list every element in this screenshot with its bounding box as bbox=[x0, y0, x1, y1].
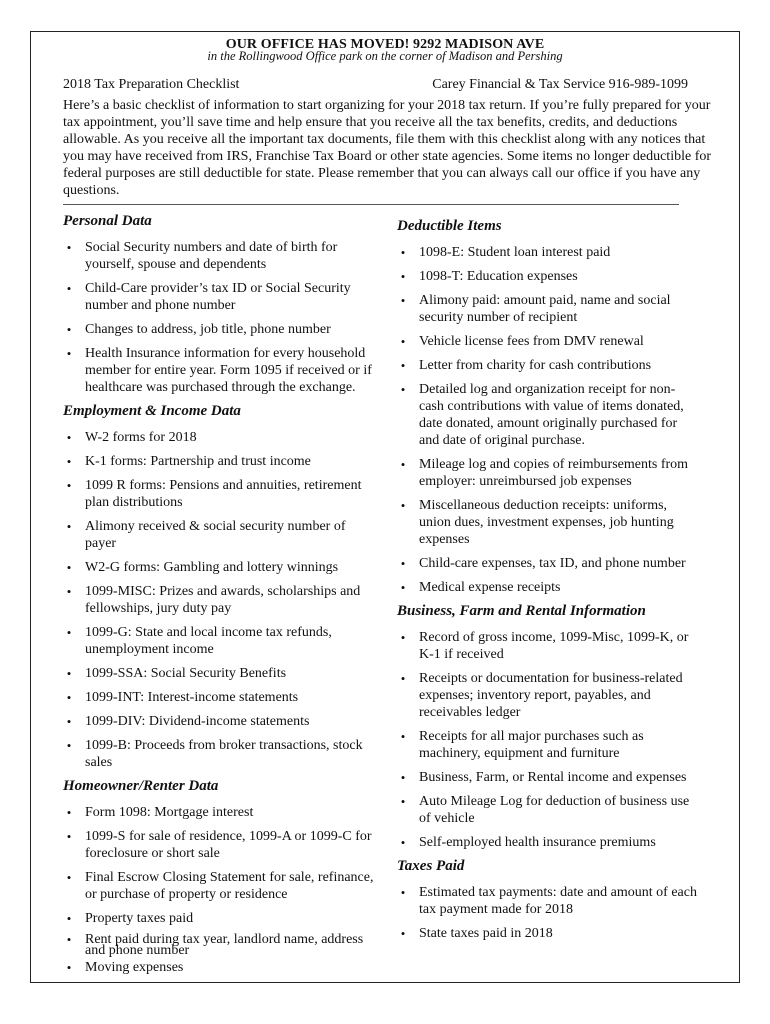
list-item-text: Health Insurance information for every household member for entire year. Form 1095 if received or if healthcare was purchased through the exchange. bbox=[85, 346, 372, 395]
list-item-text: Self-employed health insurance premiums bbox=[419, 835, 656, 850]
list-item-text: Vehicle license fees from DMV renewal bbox=[419, 334, 644, 349]
list-item bbox=[397, 793, 697, 827]
bullet-icon: • bbox=[400, 770, 406, 785]
section-title-taxes: Taxes Paid bbox=[397, 858, 465, 874]
list-item-text: Moving expenses bbox=[85, 960, 184, 975]
list-item bbox=[63, 239, 379, 273]
list-item bbox=[397, 884, 697, 918]
list-item-text: Rent paid during tax year, landlord name, address and phone number bbox=[85, 932, 364, 958]
list-item-text: Child-care expenses, tax ID, and phone number bbox=[419, 556, 686, 571]
list-item-text: W-2 forms for 2018 bbox=[85, 430, 197, 445]
list-item bbox=[63, 477, 379, 511]
list-item-text: Receipts for all major purchases such as machinery, equipment and furniture bbox=[419, 729, 644, 761]
list-item bbox=[397, 456, 697, 490]
list-item bbox=[63, 345, 379, 396]
bullet-icon: • bbox=[66, 714, 72, 729]
company-contact: Carey Financial & Tax Service 916-989-1099 bbox=[432, 77, 688, 92]
list-item-text: State taxes paid in 2018 bbox=[419, 926, 553, 941]
bullet-icon: • bbox=[400, 269, 406, 284]
list-item-text: Detailed log and organization receipt for non-cash contributions with value of items donated, date donated, amount originally purchased for and date of original purchase. bbox=[419, 382, 684, 448]
list-item bbox=[397, 728, 697, 762]
list-item bbox=[397, 381, 697, 449]
list-item bbox=[63, 583, 379, 617]
divider bbox=[63, 204, 679, 205]
bullet-icon: • bbox=[400, 498, 406, 513]
list-item-text: Form 1098: Mortgage interest bbox=[85, 805, 254, 820]
list-item bbox=[63, 828, 379, 862]
list-item-text: Letter from charity for cash contributions bbox=[419, 358, 652, 373]
list-item bbox=[397, 670, 697, 721]
list-item bbox=[63, 934, 379, 956]
list-item bbox=[397, 834, 697, 851]
bullet-icon: • bbox=[400, 794, 406, 809]
list-item-text: 1099-S for sale of residence, 1099-A or 1099-C for foreclosure or short sale bbox=[85, 829, 372, 861]
list-item bbox=[397, 555, 697, 572]
bullet-icon: • bbox=[400, 926, 406, 941]
list-item-text: Record of gross income, 1099-Misc, 1099-K, or K-1 if received bbox=[419, 630, 689, 662]
list-item-text: Business, Farm, or Rental income and expenses bbox=[419, 770, 687, 785]
list-item bbox=[63, 559, 379, 576]
list-item-text: 1099-MISC: Prizes and awards, scholarships and fellowships, jury duty pay bbox=[85, 584, 361, 616]
right-column bbox=[397, 218, 697, 949]
deductible-list bbox=[397, 244, 697, 596]
bullet-icon: • bbox=[66, 960, 72, 975]
list-item bbox=[397, 357, 697, 374]
list-item-text: Auto Mileage Log for deduction of business use of vehicle bbox=[419, 794, 690, 826]
list-item-text: Miscellaneous deduction receipts: uniforms, union dues, investment expenses, job hunting expenses bbox=[419, 498, 674, 547]
list-item bbox=[63, 910, 379, 927]
bullet-icon: • bbox=[66, 870, 72, 885]
bullet-icon: • bbox=[400, 245, 406, 260]
list-item bbox=[63, 713, 379, 730]
bullet-icon: • bbox=[66, 829, 72, 844]
bullet-icon: • bbox=[66, 584, 72, 599]
list-item bbox=[397, 244, 697, 261]
list-item bbox=[397, 268, 697, 285]
list-item-text: Changes to address, job title, phone number bbox=[85, 322, 331, 337]
bullet-icon: • bbox=[66, 322, 72, 337]
section-title-employment: Employment & Income Data bbox=[63, 403, 241, 419]
list-item-text: Alimony received & social security number of payer bbox=[85, 519, 346, 551]
list-item-text: 1098-E: Student loan interest paid bbox=[419, 245, 611, 260]
list-item bbox=[397, 925, 697, 942]
list-item bbox=[63, 280, 379, 314]
bullet-icon: • bbox=[400, 885, 406, 900]
list-item-text: 1098-T: Education expenses bbox=[419, 269, 578, 284]
list-item-text: Property taxes paid bbox=[85, 911, 194, 926]
bullet-icon: • bbox=[400, 580, 406, 595]
business-list bbox=[397, 629, 697, 851]
bullet-icon: • bbox=[66, 519, 72, 534]
list-item-text: 1099-INT: Interest-income statements bbox=[85, 690, 299, 705]
list-item-text: 1099-B: Proceeds from broker transactions, stock sales bbox=[85, 738, 363, 770]
bullet-icon: • bbox=[66, 666, 72, 681]
list-item bbox=[63, 429, 379, 446]
section-title-business: Business, Farm and Rental Information bbox=[397, 603, 646, 619]
bullet-icon: • bbox=[66, 911, 72, 926]
list-item-text: K-1 forms: Partnership and trust income bbox=[85, 454, 311, 469]
list-item-text: Final Escrow Closing Statement for sale, refinance, or purchase of property or residence bbox=[85, 870, 374, 902]
list-item bbox=[63, 624, 379, 658]
list-item bbox=[63, 518, 379, 552]
list-item-text: Child-Care provider’s tax ID or Social Security number and phone number bbox=[85, 281, 351, 313]
list-item bbox=[397, 629, 697, 663]
section-title-deductible: Deductible Items bbox=[397, 218, 502, 234]
bullet-icon: • bbox=[400, 835, 406, 850]
list-item bbox=[63, 959, 379, 976]
taxes-list bbox=[397, 884, 697, 942]
personal-list bbox=[63, 239, 379, 396]
list-item-text: Receipts or documentation for business-related expenses; inventory report, payables, and receivables ledger bbox=[419, 671, 683, 720]
intro-paragraph: Here’s a basic checklist of information to start organizing for your 2018 tax return. If you’re fully prepared for your tax appointment, you’ll save time and help ensure that you receive all the tax benefits, credits, and deductions allowable. As you receive all the important tax documents, file them with this checklist along with any notices that you may have received from IRS, Franchise Tax Board or other state agencies. Some items no longer deductible for federal purposes are still deductible for state. Please remember that you can always call our office if you have any questions. bbox=[63, 98, 712, 198]
bullet-icon: • bbox=[66, 240, 72, 255]
bullet-icon: • bbox=[400, 630, 406, 645]
list-item-text: 1099-DIV: Dividend-income statements bbox=[85, 714, 310, 729]
list-item-text: 1099-G: State and local income tax refunds, unemployment income bbox=[85, 625, 332, 657]
list-item bbox=[63, 869, 379, 903]
list-item-text: W2-G forms: Gambling and lottery winnings bbox=[85, 560, 339, 575]
section-title-homeowner: Homeowner/Renter Data bbox=[63, 778, 219, 794]
bullet-icon: • bbox=[400, 457, 406, 472]
section-title-personal: Personal Data bbox=[63, 213, 152, 229]
bullet-icon: • bbox=[66, 738, 72, 753]
list-item bbox=[397, 497, 697, 548]
bullet-icon: • bbox=[66, 454, 72, 469]
list-item-text: Estimated tax payments: date and amount of each tax payment made for 2018 bbox=[419, 885, 697, 917]
list-item-text: Mileage log and copies of reimbursements from employer: unreimbursed job expenses bbox=[419, 457, 689, 489]
list-item-text: 1099-SSA: Social Security Benefits bbox=[85, 666, 287, 681]
employment-list bbox=[63, 429, 379, 771]
homeowner-list bbox=[63, 804, 379, 976]
checklist-title: 2018 Tax Preparation Checklist bbox=[63, 77, 240, 92]
bullet-icon: • bbox=[66, 932, 72, 947]
bullet-icon: • bbox=[400, 358, 406, 373]
bullet-icon: • bbox=[400, 729, 406, 744]
bullet-icon: • bbox=[66, 690, 72, 705]
list-item bbox=[63, 689, 379, 706]
list-item bbox=[397, 579, 697, 596]
bullet-icon: • bbox=[66, 805, 72, 820]
bullet-icon: • bbox=[66, 625, 72, 640]
office-moved-heading: OUR OFFICE HAS MOVED! 9292 MADISON AVE bbox=[225, 37, 545, 52]
list-item bbox=[63, 665, 379, 682]
bullet-icon: • bbox=[66, 560, 72, 575]
list-item bbox=[63, 804, 379, 821]
bullet-icon: • bbox=[66, 346, 72, 361]
left-column bbox=[63, 213, 379, 983]
list-item bbox=[63, 737, 379, 771]
bullet-icon: • bbox=[66, 478, 72, 493]
list-item-text: 1099 R forms: Pensions and annuities, retirement plan distributions bbox=[85, 478, 362, 510]
list-item-text: Social Security numbers and date of birth for yourself, spouse and dependents bbox=[85, 240, 338, 272]
bullet-icon: • bbox=[400, 556, 406, 571]
list-item bbox=[397, 769, 697, 786]
bullet-icon: • bbox=[400, 334, 406, 349]
list-item bbox=[63, 321, 379, 338]
bullet-icon: • bbox=[400, 293, 406, 308]
list-item bbox=[63, 453, 379, 470]
list-item-text: Alimony paid: amount paid, name and social security number of recipient bbox=[419, 293, 671, 325]
office-location-subtitle: in the Rollingwood Office park on the corner of Madison and Pershing bbox=[207, 49, 563, 63]
bullet-icon: • bbox=[66, 281, 72, 296]
bullet-icon: • bbox=[400, 671, 406, 686]
bullet-icon: • bbox=[400, 382, 406, 397]
list-item bbox=[397, 292, 697, 326]
document-frame bbox=[30, 31, 740, 983]
list-item-text: Medical expense receipts bbox=[419, 580, 561, 595]
bullet-icon: • bbox=[66, 430, 72, 445]
list-item bbox=[397, 333, 697, 350]
